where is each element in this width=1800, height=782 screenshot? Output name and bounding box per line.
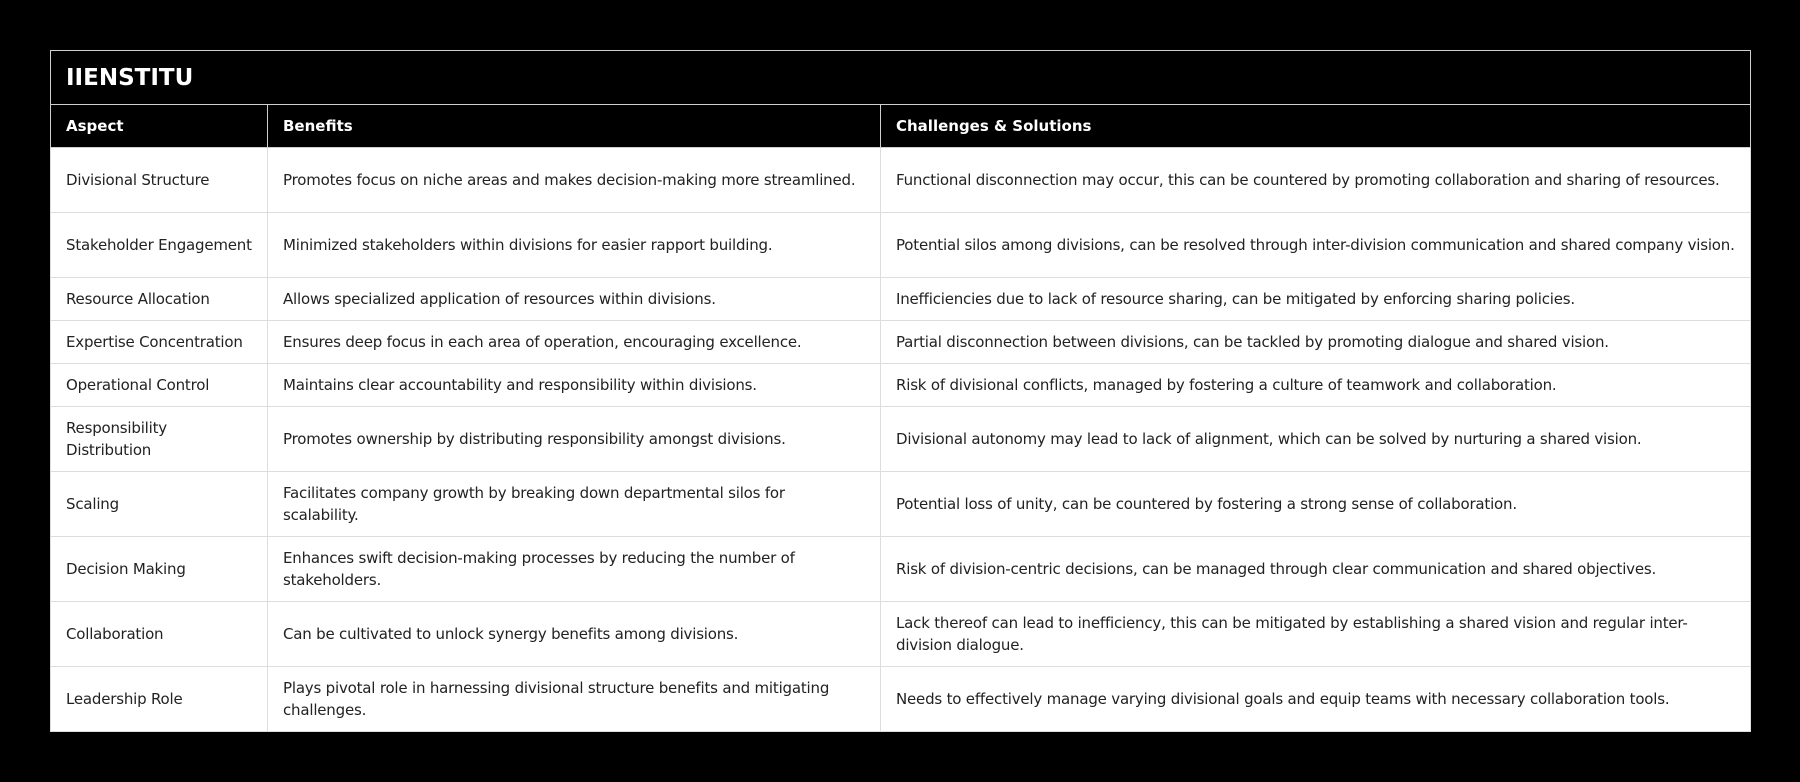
challenges-cell: Potential loss of unity, can be countered by fostering a strong sense of collaboration. [881,472,1751,537]
table-row [51,537,1751,602]
aspect-cell: Responsibility Distribution [51,407,268,472]
challenges-cell: Partial disconnection between divisions, can be tackled by promoting dialogue and shared vision. [881,321,1751,364]
benefits-cell: Promotes focus on niche areas and makes decision-making more streamlined. [268,148,881,213]
benefits-cell: Can be cultivated to unlock synergy benefits among divisions. [268,602,881,667]
comparison-table [50,50,1751,732]
table-row [51,213,1751,278]
column-header-benefits: Benefits [268,105,881,148]
table-row [51,407,1751,472]
challenges-cell: Inefficiencies due to lack of resource sharing, can be mitigated by enforcing sharing policies. [881,278,1751,321]
table-row [51,278,1751,321]
table-row [51,148,1751,213]
challenges-cell: Divisional autonomy may lead to lack of alignment, which can be solved by nurturing a shared vision. [881,407,1751,472]
table-row [51,364,1751,407]
benefits-cell: Ensures deep focus in each area of operation, encouraging excellence. [268,321,881,364]
challenges-cell: Functional disconnection may occur, this can be countered by promoting collaboration and sharing of resources. [881,148,1751,213]
aspect-cell: Decision Making [51,537,268,602]
challenges-cell: Risk of division-centric decisions, can be managed through clear communication and shared objectives. [881,537,1751,602]
aspect-cell: Divisional Structure [51,148,268,213]
aspect-cell: Resource Allocation [51,278,268,321]
benefits-cell: Allows specialized application of resources within divisions. [268,278,881,321]
aspect-cell: Scaling [51,472,268,537]
table-row [51,667,1751,732]
challenges-cell: Potential silos among divisions, can be resolved through inter-division communication and shared company vision. [881,213,1751,278]
table-title: IIENSTITU [51,51,1751,105]
benefits-cell: Minimized stakeholders within divisions for easier rapport building. [268,213,881,278]
aspect-cell: Stakeholder Engagement [51,213,268,278]
column-header-aspect: Aspect [51,105,268,148]
benefits-cell: Promotes ownership by distributing responsibility amongst divisions. [268,407,881,472]
benefits-cell: Maintains clear accountability and responsibility within divisions. [268,364,881,407]
header-row [51,105,1751,148]
column-header-challenges: Challenges & Solutions [881,105,1751,148]
aspect-cell: Expertise Concentration [51,321,268,364]
challenges-cell: Risk of divisional conflicts, managed by fostering a culture of teamwork and collaboration. [881,364,1751,407]
table-row [51,472,1751,537]
aspect-cell: Collaboration [51,602,268,667]
table-row [51,321,1751,364]
challenges-cell: Lack thereof can lead to inefficiency, this can be mitigated by establishing a shared vision and regular inter-division dialogue. [881,602,1751,667]
table-row [51,602,1751,667]
aspect-cell: Leadership Role [51,667,268,732]
benefits-cell: Facilitates company growth by breaking down departmental silos for scalability. [268,472,881,537]
benefits-cell: Enhances swift decision-making processes by reducing the number of stakeholders. [268,537,881,602]
table-container [50,50,1750,732]
challenges-cell: Needs to effectively manage varying divisional goals and equip teams with necessary collaboration tools. [881,667,1751,732]
title-row [51,51,1751,105]
aspect-cell: Operational Control [51,364,268,407]
benefits-cell: Plays pivotal role in harnessing divisional structure benefits and mitigating challenges. [268,667,881,732]
